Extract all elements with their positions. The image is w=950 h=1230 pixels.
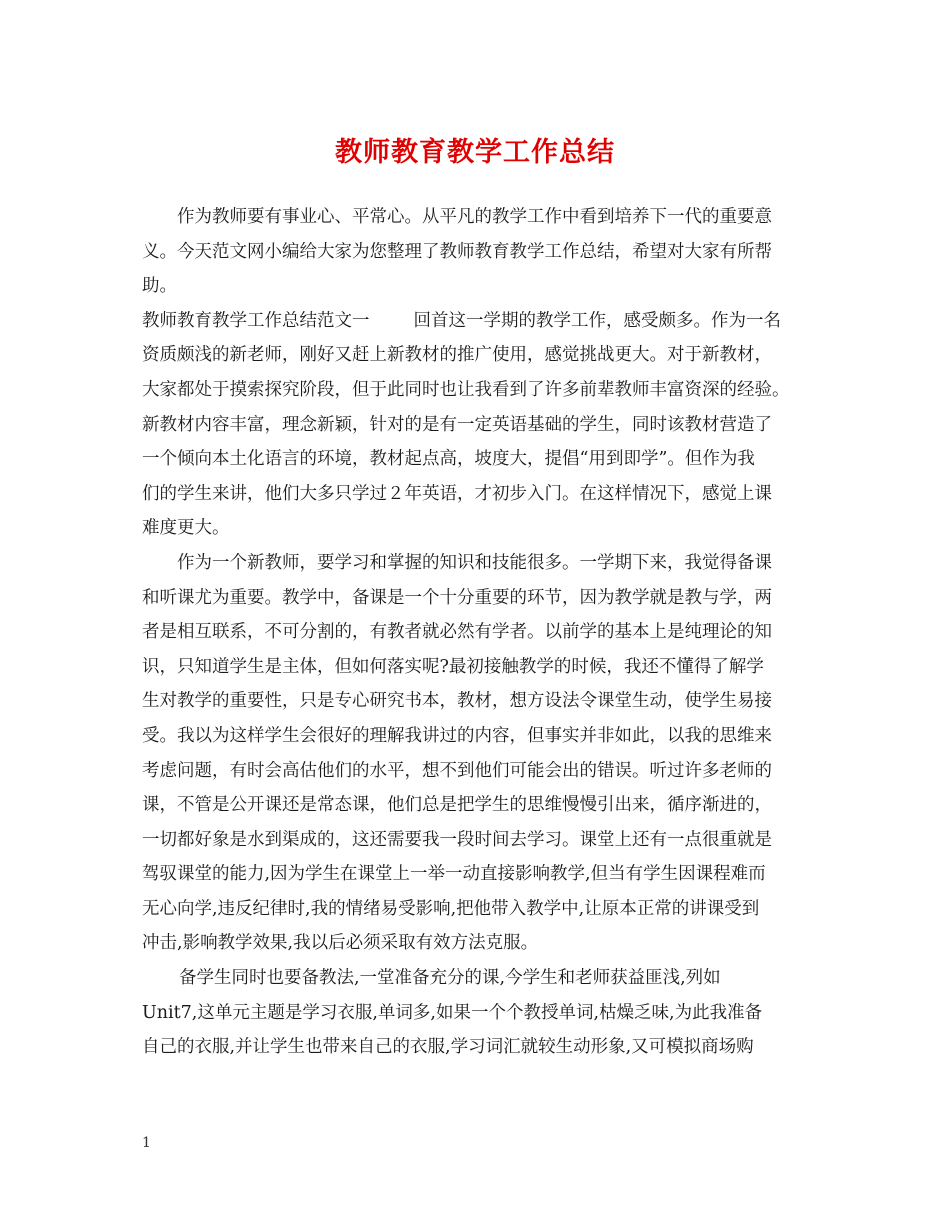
paragraph-line: 和听课尤为重要。教学中，备课是一个十分重要的环节，因为教学就是教与学，两 (142, 587, 772, 608)
paragraph-line: 作为教师要有事业心、平常心。从平凡的教学工作中看到培养下一代的重要意 (177, 207, 772, 227)
paragraph-line: 生对教学的重要性，只是专心研究书本，教材，想方设法令课堂生动，使学生易接 (142, 691, 772, 712)
paragraph-line: 驾驭课堂的能力,因为学生在课堂上一举一动直接影响教学,但当有学生因课程难而 (142, 864, 766, 885)
paragraph-text: 回首这一学期的教学工作，感受颇多。作为一名 (413, 310, 781, 331)
paragraph-line: 资质颇浅的新老师，刚好又赶上新教材的推广使用，感觉挑战更大。对于新教材， (142, 345, 772, 366)
paragraph-line: 新教材内容丰富，理念新颖，针对的是有一定英语基础的学生，同时该教材营造了 (142, 414, 772, 435)
paragraph-line: 们的学生来讲，他们大多只学过２年英语，才初步入门。在这样情况下，感觉上课 (142, 483, 772, 504)
paragraph-line: Unit7,这单元主题是学习衣服,单词多,如果一个个教授单词,枯燥乏味,为此我准备 (142, 1002, 763, 1023)
document-body (142, 200, 822, 1065)
paragraph-line: 一个倾向本土化语言的环境，教材起点高，坡度大，提倡“用到即学”。但作为我 (142, 449, 755, 470)
document-title: 教师教育教学工作总结 (335, 137, 615, 168)
paragraph-line: 识，只知道学生是主体，但如何落实呢?最初接触教学的时候，我还不懂得了解学 (142, 656, 764, 677)
paragraph-line: 无心向学,违反纪律时,我的情绪易受影响,把他带入教学中,让原本正常的讲课受到 (142, 898, 760, 919)
paragraph-line: 助。 (142, 276, 177, 297)
paragraph-line: 大家都处于摸索探究阶段，但于此同时也让我看到了许多前辈教师丰富资深的经验。 (142, 379, 790, 400)
paragraph-line: 难度更大。 (142, 518, 230, 539)
paragraph-line: 备学生同时也要备教法,一堂准备充分的课,今学生和老师获益匪浅,列如 (179, 968, 721, 989)
paragraph-line: 考虑问题，有时会高估他们的水平，想不到他们可能会出的错误。听过许多老师的 (142, 760, 772, 781)
paragraph-line: 作为一个新教师，要学习和掌握的知识和技能很多。一学期下来，我觉得备课 (177, 552, 772, 573)
paragraph-line: 一切都好象是水到渠成的，这还需要我一段时间去学习。课堂上还有一点很重就是 (142, 829, 772, 850)
paragraph-line: 课，不管是公开课还是常态课，他们总是把学生的思维慢慢引出来，循序渐进的， (142, 795, 772, 816)
paragraph-line: 者是相互联系，不可分割的，有教者就必然有学者。以前学的基本上是纯理论的知 (142, 622, 772, 643)
paragraph-line: 受。我以为这样学生会很好的理解我讲过的内容，但事实并非如此，以我的思维来 (142, 725, 772, 746)
section-heading-line (142, 304, 822, 339)
paragraph-line: 自己的衣服,并让学生也带来自己的衣服,学习词汇就较生动形象,又可模拟商场购 (142, 1037, 754, 1058)
page-number: 1 (142, 1135, 151, 1151)
paragraph-line: 义。今天范文网小编给大家为您整理了教师教育教学工作总结，希望对大家有所帮 (142, 241, 772, 262)
section-heading: 教师教育教学工作总结范文一 (142, 310, 370, 331)
paragraph-line: 冲击,影响教学效果,我以后必须采取有效方法克服。 (142, 933, 539, 954)
